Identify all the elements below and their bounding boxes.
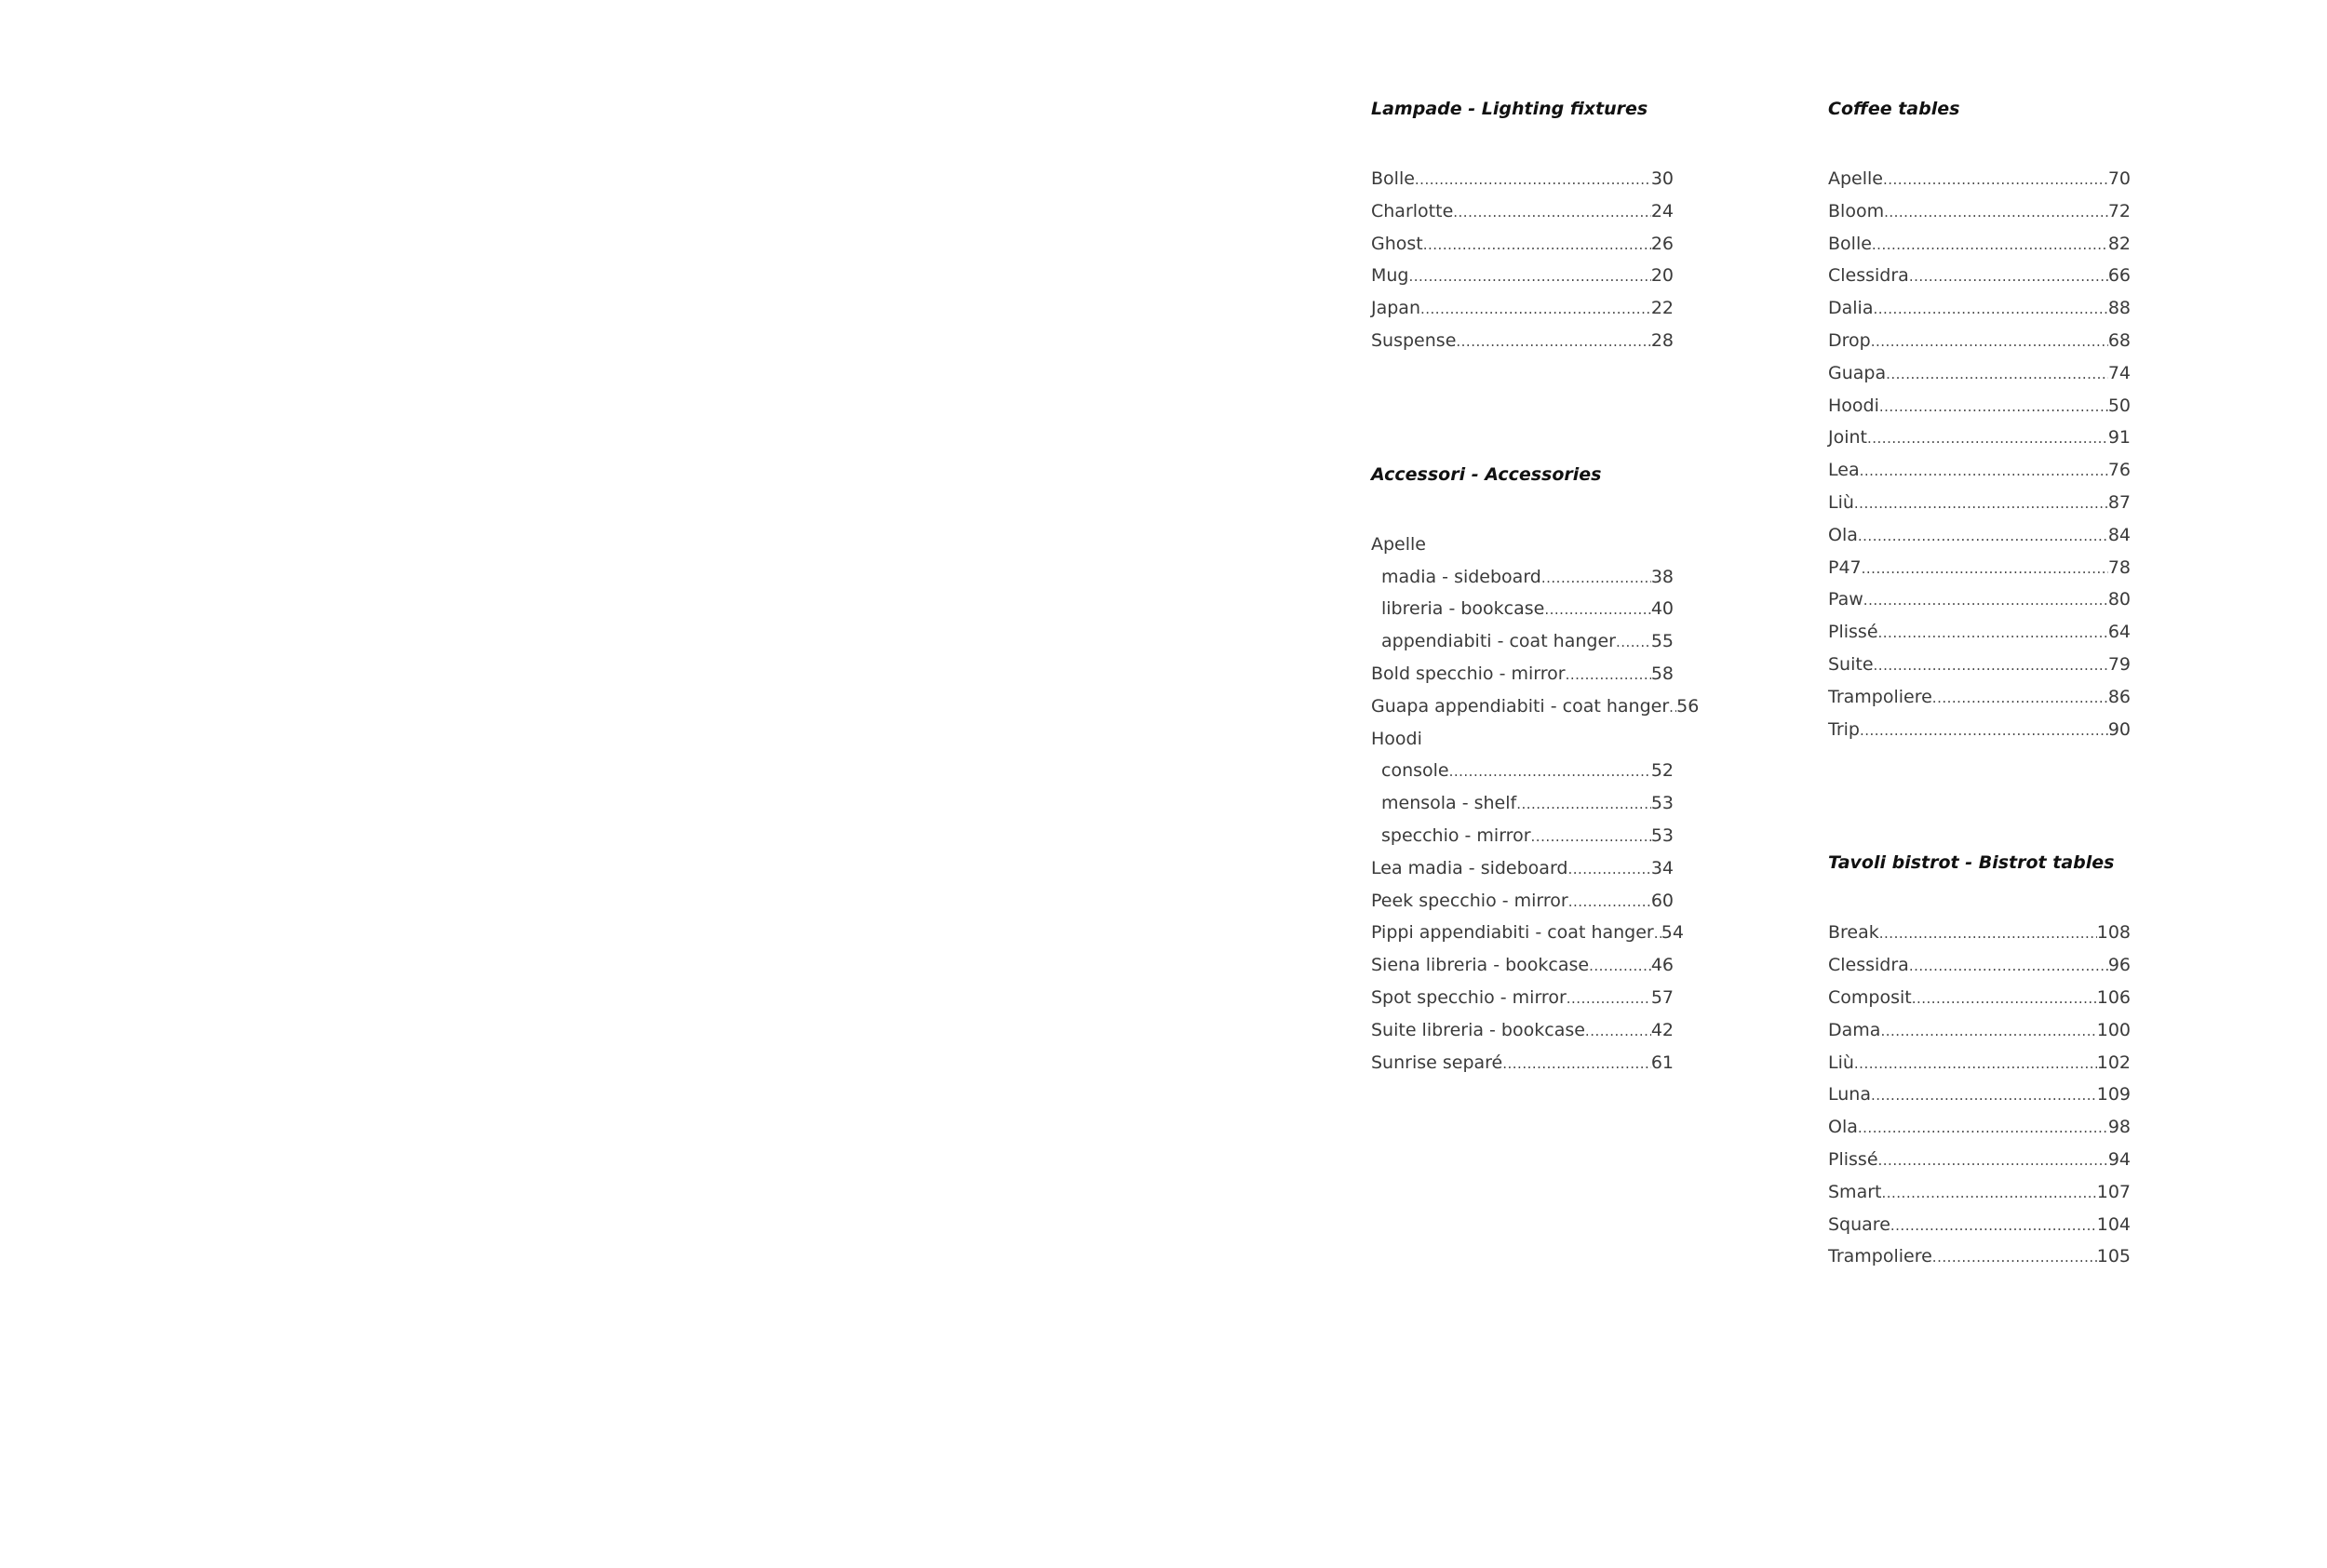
entry-page-number: 53: [1650, 824, 1674, 846]
entry-page-number: 76: [2107, 460, 2131, 481]
dot-leader: [1886, 358, 2108, 391]
entry-label: Smart: [1828, 1181, 1882, 1202]
entry-label: Plissé: [1828, 1148, 1878, 1170]
index-entry: [1828, 1209, 2131, 1241]
entry-page-number: 90: [2107, 718, 2131, 740]
index-entry: [1828, 1144, 2131, 1176]
index-entry: [1371, 1014, 1674, 1047]
entry-label: Spot specchio - mirror: [1371, 986, 1567, 1008]
entry-label: Pippi appendiabiti - coat hanger: [1371, 922, 1654, 944]
dot-leader: [1871, 326, 2108, 358]
entry-label: Charlotte: [1371, 200, 1454, 221]
dot-leader: [1932, 1241, 2097, 1274]
entry-label: Dalia: [1828, 298, 1874, 319]
index-entry: [1828, 616, 2131, 649]
index-entry: [1828, 917, 2131, 949]
section-title-accessories: Accessori - Accessories: [1371, 463, 1602, 485]
entry-label: Paw: [1828, 589, 1863, 610]
dot-leader: [1912, 983, 2097, 1015]
entry-page-number: 94: [2107, 1148, 2131, 1170]
index-subentry: [1371, 755, 1674, 787]
dot-leader: [1932, 682, 2108, 715]
entry-page-number: 58: [1650, 663, 1674, 684]
entry-label: Lea madia - sideboard: [1371, 857, 1568, 878]
section-title-coffee-tables: Coffee tables: [1828, 99, 1960, 119]
entry-label: Guapa: [1828, 362, 1887, 383]
index-entry: [1371, 917, 1684, 949]
entry-page-number: 66: [2107, 265, 2131, 287]
index-entry: [1371, 260, 1674, 292]
entry-page-number: 80: [2107, 589, 2131, 610]
index-entry: [1828, 390, 2131, 422]
entry-page-number: 100: [2096, 1019, 2131, 1040]
entry-label: Trampoliere: [1828, 1246, 1932, 1267]
dot-leader: [1423, 229, 1651, 261]
dot-leader: [1867, 422, 2108, 455]
section-title-bistrot-tables: Tavoli bistrot - Bistrot tables: [1828, 852, 2115, 874]
entry-label: Joint: [1828, 427, 1867, 449]
index-subentry: [1371, 593, 1674, 625]
dot-leader: [1516, 788, 1651, 821]
index-entry: [1828, 487, 2131, 519]
index-entry: [1828, 195, 2131, 228]
index-entry-group: [1371, 529, 1674, 561]
dot-leader: [1873, 293, 2107, 326]
dot-leader: [1589, 950, 1651, 983]
entry-page-number: 40: [1650, 598, 1674, 620]
entry-label: Liù: [1828, 491, 1854, 513]
entry-page-number: 56: [1676, 695, 1700, 717]
dot-leader: [1890, 1210, 2097, 1242]
entry-page-number: 98: [2107, 1117, 2131, 1138]
index-entry: [1371, 690, 1700, 723]
dot-leader: [1909, 261, 2108, 293]
index-entry: [1828, 422, 2131, 454]
entry-page-number: 61: [1650, 1052, 1674, 1073]
entry-page-number: 86: [2107, 686, 2131, 707]
entry-page-number: 28: [1650, 329, 1674, 351]
entry-label: Hoodi: [1828, 395, 1879, 416]
dot-leader: [1566, 659, 1651, 691]
entry-label: Clessidra: [1828, 955, 1909, 976]
dot-leader: [1654, 918, 1661, 950]
dot-leader: [1531, 821, 1651, 853]
index-entry: [1828, 681, 2131, 714]
entry-page-number: 60: [1650, 890, 1674, 911]
entry-label: Bloom: [1828, 200, 1885, 221]
entry-page-number: 42: [1650, 1019, 1674, 1040]
dot-leader: [1883, 164, 2108, 196]
entry-page-number: 50: [2107, 395, 2131, 416]
entry-label: specchio - mirror: [1381, 824, 1531, 846]
index-entry: [1828, 1111, 2131, 1144]
entry-page-number: 22: [1650, 298, 1674, 319]
entry-label: Hoodi: [1371, 728, 1422, 749]
dot-leader: [1585, 1015, 1651, 1048]
dot-leader: [1544, 594, 1650, 626]
dot-leader: [1860, 715, 2108, 747]
entry-label: mensola - shelf: [1381, 793, 1517, 814]
entry-label: Sunrise separé: [1371, 1052, 1503, 1073]
index-entry: [1371, 163, 1674, 195]
entry-label: Japan: [1371, 298, 1420, 319]
index-subentry: [1371, 625, 1674, 658]
index-entry: [1828, 357, 2131, 390]
entry-label: Break: [1828, 922, 1879, 944]
entry-page-number: 82: [2107, 233, 2131, 254]
index-entry: [1828, 649, 2131, 681]
index-entry: [1371, 1047, 1674, 1079]
entry-label: Siena libreria - bookcase: [1371, 955, 1590, 976]
entry-label: Guapa appendiabiti - coat hanger: [1371, 695, 1670, 717]
entry-label: Ola: [1828, 1117, 1858, 1138]
index-entry-group: [1371, 723, 1674, 756]
index-entry: [1828, 714, 2131, 746]
dot-leader: [1449, 756, 1651, 788]
index-entry: [1828, 454, 2131, 487]
dot-leader: [1879, 918, 2097, 950]
entry-label: Suite libreria - bookcase: [1371, 1019, 1585, 1040]
dot-leader: [1409, 261, 1651, 293]
dot-leader: [1860, 455, 2108, 488]
entry-label: P47: [1828, 556, 1862, 578]
entry-page-number: 34: [1650, 857, 1674, 878]
index-entry: [1828, 1079, 2131, 1111]
entry-page-number: 106: [2096, 986, 2131, 1008]
entry-label: Mug: [1371, 265, 1409, 287]
dot-leader: [1541, 562, 1651, 595]
index-entry: [1828, 1047, 2131, 1079]
entry-label: Lea: [1828, 460, 1860, 481]
entry-label: Bold specchio - mirror: [1371, 663, 1566, 684]
entry-page-number: 84: [2107, 524, 2131, 545]
entry-label: Square: [1828, 1213, 1890, 1235]
entry-page-number: 52: [1650, 760, 1674, 782]
entry-page-number: 88: [2107, 298, 2131, 319]
dot-leader: [1854, 488, 2108, 520]
entry-page-number: 24: [1650, 200, 1674, 221]
section-title-lighting: Lampade - Lighting fixtures: [1371, 99, 1648, 119]
index-entry: [1828, 982, 2131, 1014]
dot-leader: [1669, 691, 1676, 724]
section-accessories: [1371, 463, 1700, 1079]
dot-leader: [1872, 229, 2108, 261]
entry-label: Luna: [1828, 1084, 1871, 1106]
dot-leader: [1863, 584, 2108, 617]
entry-list-lighting: [1371, 163, 1674, 357]
entry-page-number: 54: [1661, 922, 1684, 944]
index-subentry: [1371, 561, 1674, 594]
index-entry: [1371, 325, 1674, 357]
entry-page-number: 30: [1650, 168, 1674, 189]
entry-page-number: 108: [2096, 922, 2131, 944]
entry-label: Trip: [1828, 718, 1860, 740]
dot-leader: [1881, 1177, 2096, 1210]
entry-page-number: 105: [2096, 1246, 2131, 1267]
index-entry: [1371, 292, 1674, 325]
entry-page-number: 20: [1650, 265, 1674, 287]
entry-page-number: 53: [1650, 793, 1674, 814]
entry-list-accessories: [1371, 529, 1700, 1079]
entry-label: libreria - bookcase: [1381, 598, 1545, 620]
entry-page-number: 72: [2107, 200, 2131, 221]
entry-label: appendiabiti - coat hanger: [1381, 631, 1616, 652]
entry-label: Bolle: [1828, 233, 1872, 254]
dot-leader: [1909, 950, 2108, 983]
entry-label: Liù: [1828, 1052, 1854, 1073]
dot-leader: [1420, 293, 1651, 326]
dot-leader: [1415, 164, 1651, 196]
index-subentry: [1371, 820, 1674, 852]
index-entry: [1828, 552, 2131, 584]
dot-leader: [1502, 1048, 1651, 1080]
index-column-right: [1828, 99, 2131, 1273]
index-entry: [1828, 163, 2131, 195]
section-coffee-tables: [1828, 99, 2131, 745]
index-entry: [1828, 1176, 2131, 1209]
index-entry: [1828, 260, 2131, 292]
entry-page-number: 91: [2107, 427, 2131, 449]
index-entry: [1828, 519, 2131, 552]
entry-label: Bolle: [1371, 168, 1415, 189]
entry-label: Suspense: [1371, 329, 1457, 351]
entry-label: Trampoliere: [1828, 686, 1932, 707]
index-entry: [1371, 982, 1674, 1014]
entry-page-number: 109: [2096, 1084, 2131, 1106]
index-entry: [1828, 325, 2131, 357]
entry-label: Peek specchio - mirror: [1371, 890, 1568, 911]
index-entry: [1828, 949, 2131, 982]
dot-leader: [1871, 1079, 2097, 1112]
dot-leader: [1879, 391, 2108, 423]
entry-list-bistrot-tables: [1828, 917, 2131, 1273]
index-entry: [1371, 658, 1674, 690]
index-entry: [1828, 292, 2131, 325]
dot-leader: [1616, 626, 1651, 659]
entry-page-number: 102: [2096, 1052, 2131, 1073]
index-entry: [1828, 583, 2131, 616]
index-entry: [1828, 1240, 2131, 1273]
entry-label: Clessidra: [1828, 265, 1909, 287]
entry-page-number: 64: [2107, 622, 2131, 643]
dot-leader: [1858, 1112, 2108, 1145]
index-entry: [1828, 228, 2131, 261]
dot-leader: [1568, 853, 1651, 886]
index-entry: [1828, 1014, 2131, 1047]
dot-leader: [1567, 983, 1651, 1015]
dot-leader: [1884, 196, 2108, 229]
entry-label: Composit: [1828, 986, 1912, 1008]
entry-page-number: 87: [2107, 491, 2131, 513]
dot-leader: [1858, 520, 2108, 553]
entry-page-number: 38: [1650, 566, 1674, 587]
dot-leader: [1874, 650, 2108, 682]
entry-page-number: 55: [1650, 631, 1674, 652]
entry-page-number: 26: [1650, 233, 1674, 254]
dot-leader: [1456, 326, 1650, 358]
entry-label: console: [1381, 760, 1449, 782]
entry-page-number: 57: [1650, 986, 1674, 1008]
entry-page-number: 79: [2107, 653, 2131, 675]
index-entry: [1371, 852, 1674, 885]
index-entry: [1371, 949, 1674, 982]
entry-page-number: 107: [2096, 1181, 2131, 1202]
dot-leader: [1878, 1145, 2108, 1177]
index-column-left: [1371, 99, 1700, 1079]
entry-label: Apelle: [1828, 168, 1883, 189]
entry-page-number: 74: [2107, 362, 2131, 383]
index-subentry: [1371, 787, 1674, 820]
index-entry: [1371, 228, 1674, 261]
index-entry: [1371, 885, 1674, 918]
dot-leader: [1878, 617, 2108, 650]
entry-label: madia - sideboard: [1381, 566, 1541, 587]
dot-leader: [1854, 1048, 2097, 1080]
entry-label: Suite: [1828, 653, 1874, 675]
entry-list-coffee-tables: [1828, 163, 2131, 745]
index-entry: [1371, 195, 1674, 228]
entry-label: Ghost: [1371, 233, 1423, 254]
entry-label: Plissé: [1828, 622, 1878, 643]
entry-page-number: 104: [2096, 1213, 2131, 1235]
dot-leader: [1453, 196, 1651, 229]
dot-leader: [1880, 1015, 2096, 1048]
entry-label: Drop: [1828, 329, 1871, 351]
section-bistrot-tables: [1828, 852, 2131, 1273]
entry-label: Apelle: [1371, 533, 1426, 555]
dot-leader: [1568, 886, 1651, 918]
entry-page-number: 46: [1650, 955, 1674, 976]
dot-leader: [1862, 553, 2108, 585]
entry-page-number: 78: [2107, 556, 2131, 578]
entry-page-number: 70: [2107, 168, 2131, 189]
entry-label: Dama: [1828, 1019, 1881, 1040]
entry-page-number: 96: [2107, 955, 2131, 976]
section-lighting-fixtures: [1371, 99, 1674, 357]
entry-label: Ola: [1828, 524, 1858, 545]
entry-page-number: 68: [2107, 329, 2131, 351]
